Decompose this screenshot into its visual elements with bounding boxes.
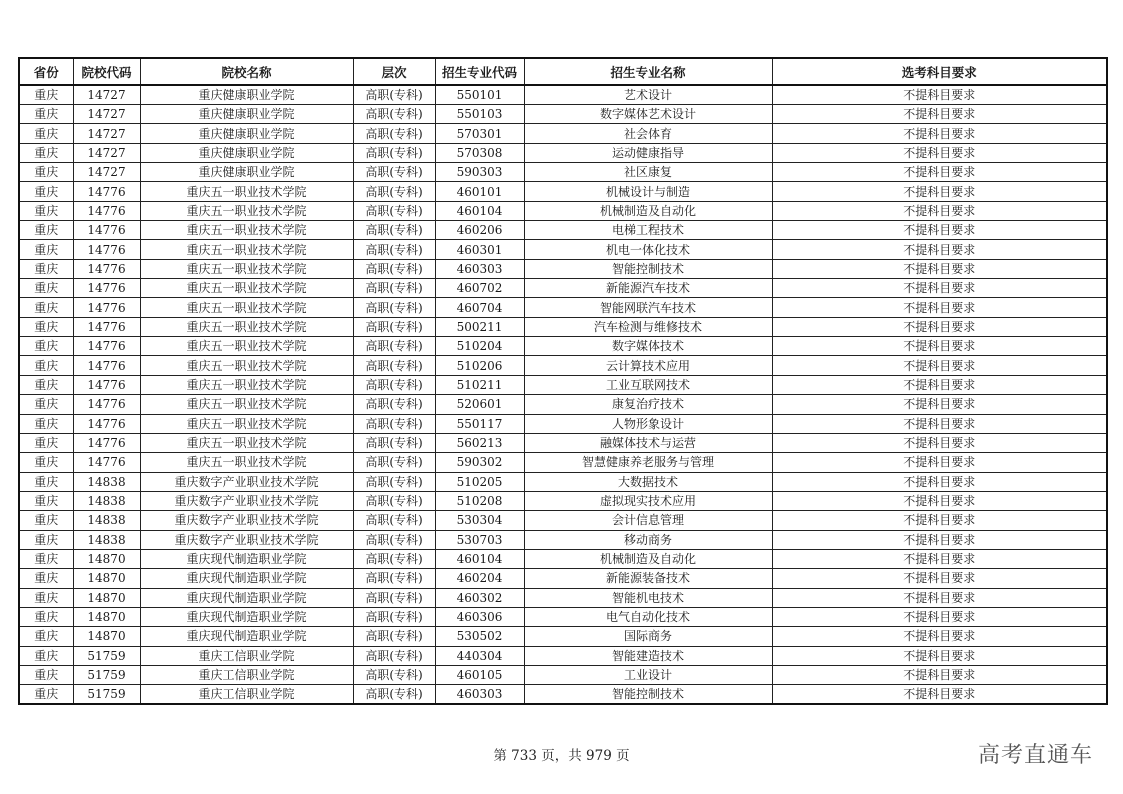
cell-subject-requirement: 不提科目要求 [772,491,1107,510]
cell-school-code: 14776 [73,433,140,452]
cell-school-code: 14776 [73,337,140,356]
cell-province: 重庆 [19,472,73,491]
cell-province: 重庆 [19,685,73,705]
cell-level: 高职(专科) [353,472,435,491]
cell-major-name: 智能控制技术 [524,259,772,278]
cell-school-code: 14776 [73,279,140,298]
cell-school-name: 重庆工信职业学院 [140,665,353,684]
table-row [19,201,1107,220]
cell-level: 高职(专科) [353,298,435,317]
cell-major-name: 智慧健康养老服务与管理 [524,453,772,472]
cell-major-name: 机电一体化技术 [524,240,772,259]
table-row [19,182,1107,201]
cell-major-name: 汽车检测与维修技术 [524,317,772,336]
header-level: 层次 [353,58,435,85]
cell-school-code: 14776 [73,375,140,394]
table-row [19,491,1107,510]
cell-subject-requirement: 不提科目要求 [772,685,1107,705]
cell-province: 重庆 [19,588,73,607]
cell-subject-requirement: 不提科目要求 [772,143,1107,162]
table-row [19,356,1107,375]
cell-school-name: 重庆数字产业职业技术学院 [140,530,353,549]
table-row [19,317,1107,336]
table-row [19,607,1107,626]
cell-school-name: 重庆现代制造职业学院 [140,569,353,588]
table-row [19,375,1107,394]
cell-subject-requirement: 不提科目要求 [772,105,1107,124]
cell-major-code: 560213 [435,433,524,452]
cell-province: 重庆 [19,665,73,684]
cell-province: 重庆 [19,607,73,626]
cell-major-name: 工业设计 [524,665,772,684]
cell-major-code: 550117 [435,414,524,433]
cell-major-code: 460101 [435,182,524,201]
cell-school-name: 重庆五一职业技术学院 [140,240,353,259]
cell-level: 高职(专科) [353,511,435,530]
cell-school-name: 重庆健康职业学院 [140,163,353,182]
table-row [19,646,1107,665]
cell-subject-requirement: 不提科目要求 [772,317,1107,336]
cell-major-code: 460306 [435,607,524,626]
header-subject-requirement: 选考科目要求 [772,58,1107,85]
cell-major-name: 国际商务 [524,627,772,646]
cell-major-code: 510204 [435,337,524,356]
cell-school-name: 重庆健康职业学院 [140,105,353,124]
cell-level: 高职(专科) [353,491,435,510]
cell-major-name: 康复治疗技术 [524,395,772,414]
cell-subject-requirement: 不提科目要求 [772,201,1107,220]
cell-school-code: 14776 [73,395,140,414]
cell-level: 高职(专科) [353,105,435,124]
cell-subject-requirement: 不提科目要求 [772,665,1107,684]
cell-school-code: 51759 [73,665,140,684]
cell-school-code: 14776 [73,414,140,433]
cell-province: 重庆 [19,163,73,182]
cell-school-code: 51759 [73,646,140,665]
header-school-name: 院校名称 [140,58,353,85]
table-row [19,124,1107,143]
cell-major-name: 机械制造及自动化 [524,549,772,568]
cell-level: 高职(专科) [353,337,435,356]
cell-school-code: 51759 [73,685,140,705]
cell-major-code: 460204 [435,569,524,588]
cell-school-name: 重庆五一职业技术学院 [140,279,353,298]
cell-major-code: 530502 [435,627,524,646]
cell-school-name: 重庆数字产业职业技术学院 [140,472,353,491]
cell-subject-requirement: 不提科目要求 [772,472,1107,491]
cell-subject-requirement: 不提科目要求 [772,607,1107,626]
watermark-text: 高考直通车 [977,743,1093,768]
cell-major-name: 社会体育 [524,124,772,143]
cell-major-code: 510211 [435,375,524,394]
cell-level: 高职(专科) [353,375,435,394]
cell-school-name: 重庆工信职业学院 [140,646,353,665]
cell-subject-requirement: 不提科目要求 [772,240,1107,259]
cell-major-code: 530703 [435,530,524,549]
cell-school-code: 14776 [73,240,140,259]
cell-major-name: 工业互联网技术 [524,375,772,394]
cell-major-code: 550103 [435,105,524,124]
cell-major-code: 500211 [435,317,524,336]
table-row [19,685,1107,705]
header-school-code: 院校代码 [73,58,140,85]
cell-major-code: 570301 [435,124,524,143]
cell-major-code: 510205 [435,472,524,491]
cell-school-code: 14727 [73,105,140,124]
cell-subject-requirement: 不提科目要求 [772,569,1107,588]
cell-major-name: 新能源装备技术 [524,569,772,588]
cell-province: 重庆 [19,433,73,452]
cell-major-name: 大数据技术 [524,472,772,491]
cell-province: 重庆 [19,511,73,530]
cell-level: 高职(专科) [353,124,435,143]
cell-level: 高职(专科) [353,433,435,452]
cell-level: 高职(专科) [353,549,435,568]
cell-school-name: 重庆五一职业技术学院 [140,433,353,452]
cell-subject-requirement: 不提科目要求 [772,124,1107,143]
cell-major-name: 会计信息管理 [524,511,772,530]
cell-subject-requirement: 不提科目要求 [772,549,1107,568]
cell-major-code: 510208 [435,491,524,510]
cell-school-code: 14838 [73,491,140,510]
cell-major-name: 数字媒体艺术设计 [524,105,772,124]
cell-province: 重庆 [19,298,73,317]
cell-level: 高职(专科) [353,414,435,433]
cell-school-code: 14870 [73,627,140,646]
cell-major-code: 460104 [435,549,524,568]
table-body [19,85,1107,704]
cell-school-code: 14776 [73,453,140,472]
cell-school-code: 14838 [73,472,140,491]
cell-school-name: 重庆现代制造职业学院 [140,588,353,607]
cell-major-name: 社区康复 [524,163,772,182]
cell-major-code: 510206 [435,356,524,375]
cell-school-code: 14870 [73,607,140,626]
cell-school-name: 重庆数字产业职业技术学院 [140,491,353,510]
cell-school-name: 重庆五一职业技术学院 [140,201,353,220]
cell-subject-requirement: 不提科目要求 [772,588,1107,607]
admissions-table [18,57,1108,705]
cell-major-code: 460702 [435,279,524,298]
cell-subject-requirement: 不提科目要求 [772,627,1107,646]
cell-level: 高职(专科) [353,221,435,240]
cell-school-name: 重庆五一职业技术学院 [140,221,353,240]
table-row [19,259,1107,278]
cell-subject-requirement: 不提科目要求 [772,221,1107,240]
cell-province: 重庆 [19,124,73,143]
cell-level: 高职(专科) [353,182,435,201]
cell-province: 重庆 [19,375,73,394]
cell-major-code: 460104 [435,201,524,220]
table-row [19,511,1107,530]
cell-subject-requirement: 不提科目要求 [772,433,1107,452]
cell-school-code: 14727 [73,143,140,162]
cell-subject-requirement: 不提科目要求 [772,259,1107,278]
cell-level: 高职(专科) [353,395,435,414]
cell-major-name: 新能源汽车技术 [524,279,772,298]
cell-school-code: 14727 [73,85,140,105]
cell-level: 高职(专科) [353,665,435,684]
cell-major-name: 艺术设计 [524,85,772,105]
cell-level: 高职(专科) [353,588,435,607]
cell-major-name: 人物形象设计 [524,414,772,433]
cell-major-name: 移动商务 [524,530,772,549]
cell-province: 重庆 [19,259,73,278]
cell-school-name: 重庆五一职业技术学院 [140,317,353,336]
cell-province: 重庆 [19,182,73,201]
table-row [19,337,1107,356]
cell-subject-requirement: 不提科目要求 [772,375,1107,394]
cell-province: 重庆 [19,569,73,588]
cell-major-name: 融媒体技术与运营 [524,433,772,452]
page-number: 第 733 页，共 979 页 [493,748,630,764]
cell-level: 高职(专科) [353,646,435,665]
cell-major-code: 460704 [435,298,524,317]
cell-level: 高职(专科) [353,201,435,220]
cell-major-code: 460105 [435,665,524,684]
cell-subject-requirement: 不提科目要求 [772,337,1107,356]
cell-school-code: 14870 [73,569,140,588]
table-row [19,472,1107,491]
cell-major-code: 460206 [435,221,524,240]
cell-school-code: 14776 [73,221,140,240]
cell-school-name: 重庆健康职业学院 [140,143,353,162]
cell-province: 重庆 [19,279,73,298]
cell-province: 重庆 [19,491,73,510]
cell-province: 重庆 [19,356,73,375]
cell-province: 重庆 [19,85,73,105]
cell-level: 高职(专科) [353,569,435,588]
cell-school-code: 14727 [73,124,140,143]
cell-major-code: 550101 [435,85,524,105]
cell-major-code: 460303 [435,259,524,278]
cell-school-name: 重庆五一职业技术学院 [140,395,353,414]
cell-subject-requirement: 不提科目要求 [772,356,1107,375]
cell-province: 重庆 [19,627,73,646]
cell-level: 高职(专科) [353,85,435,105]
cell-level: 高职(专科) [353,607,435,626]
table-row [19,588,1107,607]
cell-level: 高职(专科) [353,356,435,375]
table-row [19,298,1107,317]
cell-major-name: 机械设计与制造 [524,182,772,201]
cell-level: 高职(专科) [353,259,435,278]
cell-major-name: 虚拟现实技术应用 [524,491,772,510]
cell-school-code: 14776 [73,317,140,336]
cell-subject-requirement: 不提科目要求 [772,182,1107,201]
cell-major-name: 电气自动化技术 [524,607,772,626]
table-row [19,395,1107,414]
cell-level: 高职(专科) [353,627,435,646]
cell-subject-requirement: 不提科目要求 [772,298,1107,317]
table-row [19,453,1107,472]
cell-subject-requirement: 不提科目要求 [772,646,1107,665]
cell-school-code: 14776 [73,201,140,220]
cell-level: 高职(专科) [353,317,435,336]
cell-school-name: 重庆现代制造职业学院 [140,549,353,568]
cell-subject-requirement: 不提科目要求 [772,530,1107,549]
table-row [19,414,1107,433]
cell-level: 高职(专科) [353,453,435,472]
cell-major-code: 440304 [435,646,524,665]
cell-province: 重庆 [19,201,73,220]
table-row [19,530,1107,549]
cell-school-code: 14776 [73,259,140,278]
cell-major-code: 590303 [435,163,524,182]
cell-level: 高职(专科) [353,240,435,259]
cell-school-code: 14838 [73,530,140,549]
cell-province: 重庆 [19,105,73,124]
cell-school-name: 重庆五一职业技术学院 [140,414,353,433]
cell-school-name: 重庆五一职业技术学院 [140,298,353,317]
cell-major-code: 590302 [435,453,524,472]
cell-province: 重庆 [19,337,73,356]
cell-level: 高职(专科) [353,685,435,705]
cell-school-code: 14776 [73,356,140,375]
table-row [19,143,1107,162]
cell-major-code: 460303 [435,685,524,705]
cell-school-code: 14727 [73,163,140,182]
table-row [19,105,1107,124]
cell-province: 重庆 [19,317,73,336]
table-row [19,569,1107,588]
cell-school-code: 14776 [73,182,140,201]
table-header [19,58,1107,85]
cell-subject-requirement: 不提科目要求 [772,414,1107,433]
cell-subject-requirement: 不提科目要求 [772,395,1107,414]
cell-school-code: 14870 [73,549,140,568]
cell-level: 高职(专科) [353,163,435,182]
cell-school-code: 14838 [73,511,140,530]
cell-school-code: 14870 [73,588,140,607]
cell-school-name: 重庆现代制造职业学院 [140,627,353,646]
table-row [19,549,1107,568]
cell-major-name: 智能网联汽车技术 [524,298,772,317]
cell-level: 高职(专科) [353,279,435,298]
cell-province: 重庆 [19,530,73,549]
cell-subject-requirement: 不提科目要求 [772,163,1107,182]
cell-school-name: 重庆五一职业技术学院 [140,375,353,394]
cell-major-name: 智能建造技术 [524,646,772,665]
cell-school-name: 重庆五一职业技术学院 [140,337,353,356]
cell-major-name: 数字媒体技术 [524,337,772,356]
table-row [19,433,1107,452]
cell-province: 重庆 [19,395,73,414]
cell-subject-requirement: 不提科目要求 [772,453,1107,472]
cell-major-code: 570308 [435,143,524,162]
cell-school-name: 重庆五一职业技术学院 [140,182,353,201]
cell-province: 重庆 [19,221,73,240]
cell-major-name: 电梯工程技术 [524,221,772,240]
cell-school-name: 重庆工信职业学院 [140,685,353,705]
cell-level: 高职(专科) [353,143,435,162]
cell-major-name: 运动健康指导 [524,143,772,162]
cell-province: 重庆 [19,646,73,665]
cell-major-code: 460301 [435,240,524,259]
table-row [19,85,1107,105]
table-row [19,627,1107,646]
cell-province: 重庆 [19,414,73,433]
header-major-code: 招生专业代码 [435,58,524,85]
cell-school-name: 重庆现代制造职业学院 [140,607,353,626]
cell-major-code: 520601 [435,395,524,414]
cell-subject-requirement: 不提科目要求 [772,511,1107,530]
cell-school-code: 14776 [73,298,140,317]
header-row [19,58,1107,85]
cell-school-name: 重庆数字产业职业技术学院 [140,511,353,530]
table-row [19,163,1107,182]
header-major-name: 招生专业名称 [524,58,772,85]
cell-school-name: 重庆五一职业技术学院 [140,259,353,278]
cell-level: 高职(专科) [353,530,435,549]
cell-major-name: 智能控制技术 [524,685,772,705]
cell-province: 重庆 [19,453,73,472]
cell-province: 重庆 [19,143,73,162]
cell-school-name: 重庆健康职业学院 [140,124,353,143]
table-row [19,665,1107,684]
cell-school-name: 重庆健康职业学院 [140,85,353,105]
cell-major-code: 460302 [435,588,524,607]
cell-province: 重庆 [19,240,73,259]
table-row [19,279,1107,298]
cell-subject-requirement: 不提科目要求 [772,85,1107,105]
table-row [19,240,1107,259]
cell-province: 重庆 [19,549,73,568]
table-row [19,221,1107,240]
header-province: 省份 [19,58,73,85]
cell-school-name: 重庆五一职业技术学院 [140,356,353,375]
cell-school-name: 重庆五一职业技术学院 [140,453,353,472]
cell-subject-requirement: 不提科目要求 [772,279,1107,298]
cell-major-name: 智能机电技术 [524,588,772,607]
cell-major-code: 530304 [435,511,524,530]
cell-major-name: 云计算技术应用 [524,356,772,375]
cell-major-name: 机械制造及自动化 [524,201,772,220]
